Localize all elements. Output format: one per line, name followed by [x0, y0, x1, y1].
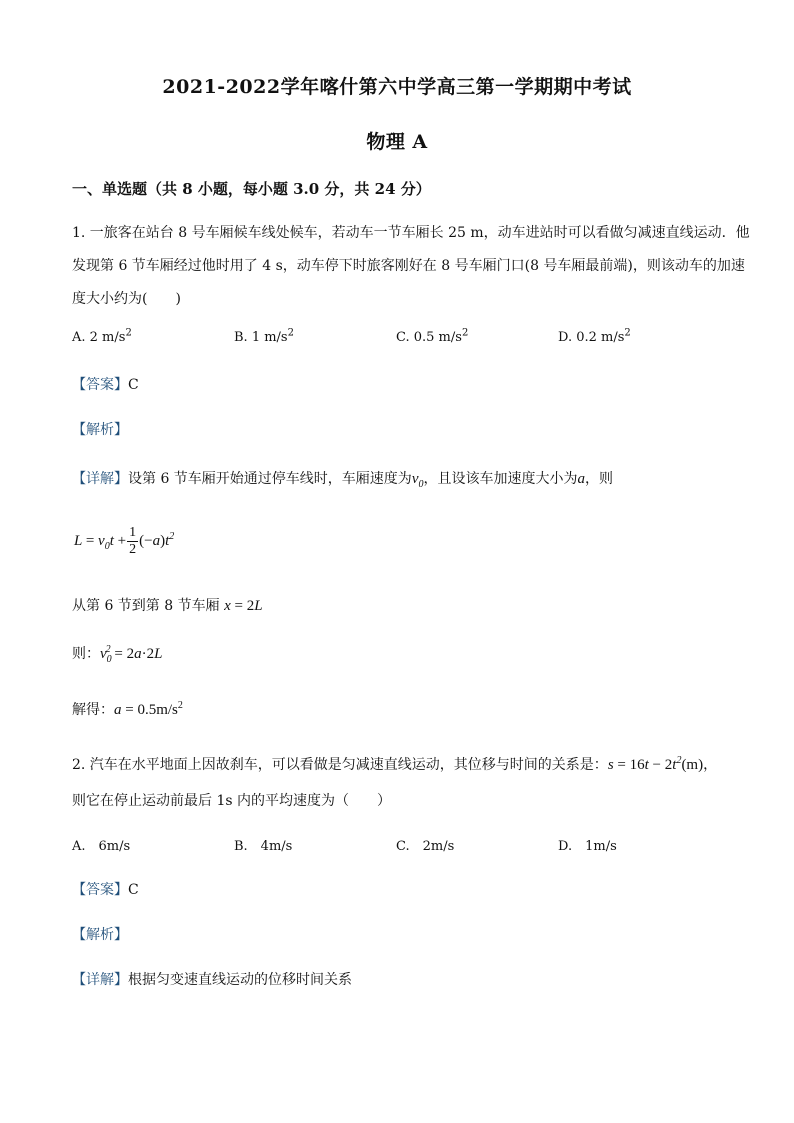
answer-label: 【答案】 [72, 377, 128, 393]
q2-answer [72, 879, 139, 899]
q1-step-1: 从第 6 节到第 8 节车厢 x = 2L [72, 598, 263, 614]
q1-option-a: A. 2 $m/s^2$ [72, 327, 132, 345]
page-title: 2021-2022学年喀什第六中学高三第一学期期中考试 [162, 76, 632, 98]
q2-detail: 【详解】根据匀变速直线运动的位移时间关系 [72, 972, 352, 988]
q2-answer-value: C [128, 882, 139, 898]
section-heading: 一、单选题（共 8 小题，每小题 3.0 分，共 24 分） [72, 180, 431, 198]
q2-line-2: 则它在停止运动前最后 1s 内的平均速度为（ ） [72, 793, 391, 809]
q1-formula-1: $L = v_0t$ + $\frac{1}{2}$ $(-a)t^2$ [74, 525, 175, 557]
q2-option-a: A. 6m/s [72, 839, 131, 854]
q1-detail: 【详解】设第 6 节车厢开始通过停车线时，车厢速度为$v_0$，且设该车加速度大小为a，则 [72, 471, 613, 490]
q2-option-c: C. 2m/s [396, 839, 455, 854]
q1-line-1: 1. 一旅客在站台 8 号车厢候车线处候车，若动车一节车厢长 25 m，动车进站时可以看做匀减速直线运动．他 [72, 225, 750, 241]
q1-option-c: C. 0.5 $m/s^2$ [396, 327, 469, 345]
detail-label: 【详解】 [72, 471, 128, 487]
q1-answer-value: C [128, 377, 139, 393]
q1-line-3: 度大小约为( ) [72, 291, 181, 307]
q1-step-2: 则：$v_0^2 = 2a\cdot 2L$ [72, 644, 163, 665]
q1-analysis-label: 【解析】 [72, 422, 128, 438]
detail-label: 【详解】 [72, 972, 128, 988]
q1-option-d: D. 0.2 $m/s^2$ [558, 327, 631, 345]
q1-answer [72, 374, 139, 394]
q2-line-1: 2. 汽车在水平地面上因故刹车，可以看做是匀减速直线运动，其位移与时间的关系是：$s = 16t - 2t^2(m)$， [72, 755, 718, 773]
q2-analysis-label: 【解析】 [72, 927, 128, 943]
answer-label: 【答案】 [72, 882, 128, 898]
page-subtitle: 物理 A [366, 131, 428, 153]
q2-option-b: B. 4m/s [234, 839, 293, 854]
q2-option-d: D. 1m/s [558, 839, 617, 854]
q1-option-b: B. 1 $m/s^2$ [234, 327, 294, 345]
q1-line-2: 发现第 6 节车厢经过他时用了 4 s，动车停下时旅客刚好在 8 号车厢门口(8 号车厢最前端)，则该动车的加速 [72, 258, 745, 274]
q1-step-3: 解得：$a = 0.5m/s^2$ [72, 700, 183, 718]
